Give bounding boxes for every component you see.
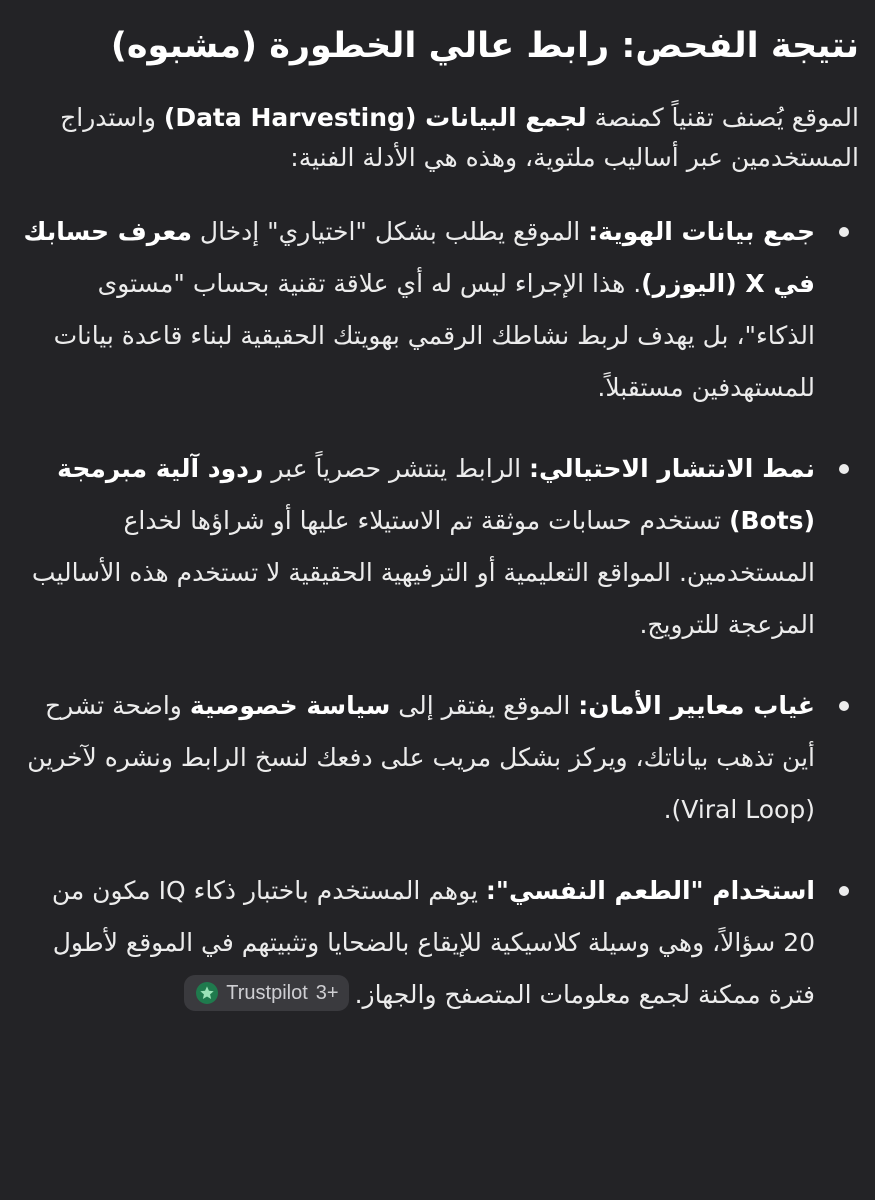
- trustpilot-star-icon: [196, 982, 218, 1004]
- list-item: [22, 206, 859, 414]
- source-chip-count: 3+: [315, 982, 339, 1004]
- bullet-icon: [839, 227, 849, 237]
- point-title: استخدام "الطعم النفسي":: [485, 876, 815, 905]
- point-title: جمع بيانات الهوية:: [588, 217, 815, 246]
- bullet-icon: [839, 886, 849, 896]
- point-text-1: يوهم المستخدم باختبار ذكاء IQ مكون من 20 سؤالاً، وهي وسيلة كلاسيكية للإيقاع بالضحايا وتثبيتهم في الموقع لأطول فترة ممكنة لجمع معلومات المتصفح والجهاز.: [51, 876, 815, 1009]
- list-item: [22, 865, 859, 1021]
- point-title: غياب معايير الأمان:: [578, 691, 815, 720]
- source-chip[interactable]: [184, 975, 348, 1011]
- point-text-1: الموقع يفتقر إلى: [390, 691, 579, 720]
- point-text-2: . هذا الإجراء ليس له أي علاقة تقنية بحساب "مستوى الذكاء"، بل يهدف لربط نشاطك الرقمي بهويتك الحقيقية لبناء قاعدة بيانات للمستهدفين مستقبلاً.: [53, 269, 815, 402]
- point-bold: سياسة خصوصية: [189, 691, 391, 720]
- intro-text-1: الموقع يُصنف تقنياً كمنصة: [586, 103, 859, 132]
- bullet-icon: [839, 701, 849, 711]
- intro-paragraph: [22, 98, 859, 178]
- intro-bold: لجمع البيانات (Data Harvesting): [163, 103, 587, 132]
- bullet-icon: [839, 464, 849, 474]
- point-text-2: واضحة تشرح أين تذهب بياناتك، ويركز بشكل مريب على دفعك لنسخ الرابط ونشره لآخرين (Viral Loop).: [27, 691, 815, 824]
- intro-text-2: واستدراج المستخدمين عبر أساليب ملتوية، وهذه هي الأدلة الفنية:: [60, 103, 859, 172]
- list-item: [22, 443, 859, 651]
- source-chip-label: Trustpilot: [226, 982, 308, 1004]
- point-title: نمط الانتشار الاحتيالي:: [529, 454, 815, 483]
- point-text-1: الرابط ينتشر حصرياً عبر: [263, 454, 529, 483]
- point-text-1: الموقع يطلب بشكل "اختياري" إدخال: [191, 217, 589, 246]
- page-title: نتيجة الفحص: رابط عالي الخطورة (مشبوه): [110, 26, 859, 66]
- point-bold: ردود آلية مبرمجة (Bots): [57, 454, 815, 535]
- list-item: [22, 680, 859, 836]
- point-bold: معرف حسابك في X (اليوزر): [23, 217, 815, 298]
- evidence-list: [22, 206, 859, 1021]
- point-text-2: تستخدم حسابات موثقة تم الاستيلاء عليها أو شراؤها لخداع المستخدمين. المواقع التعليمية أو الترفيهية الحقيقية لا تستخدم هذه الأساليب المزعجة للترويج.: [31, 506, 815, 639]
